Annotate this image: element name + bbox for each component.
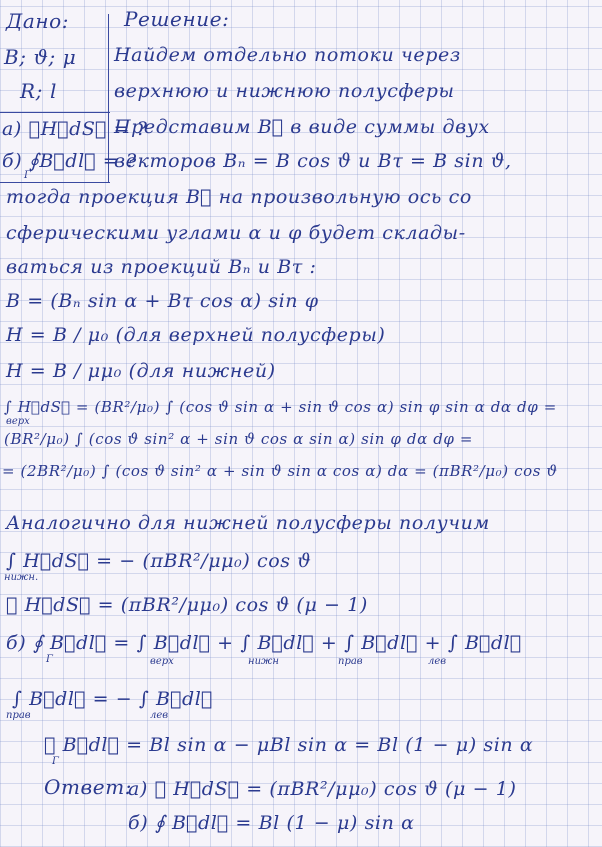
given-divider [0,112,110,113]
solution-integral-2: (BR²/μ₀) ∫ (cos ϑ sin² α + sin ϑ cos α sin α) sin φ dα dφ = [4,430,474,448]
solution-line-4: векторов Bₙ = B cos ϑ и Bτ = B sin ϑ, [114,150,512,172]
solution-line-analog: Аналогично для нижней полусферы получим [6,512,490,534]
solution-header: Решение: [124,7,230,31]
answer-a: a) ∮ H⃗dS⃗ = (πBR²/μμ₀) cos ϑ (μ − 1) [128,778,517,800]
solution-line-7: ваться из проекций Bₙ и Bτ : [6,256,317,278]
sub-lev-1: лев [428,656,447,667]
solution-line-6: сферическими углами α и φ будет склады- [6,222,466,244]
sub-prav-2: прав [6,710,31,721]
solution-total-flux: ∮ H⃗dS⃗ = (πBR²/μμ₀) cos ϑ (μ − 1) [6,594,368,616]
sub-verkh-2: верх [150,656,174,667]
given-line-2: R; l [20,79,57,103]
solution-integral-1: ∫ H⃗dS⃗ = (BR²/μ₀) ∫ (cos ϑ sin α + sin ϑ cos α) sin φ sin α dα dφ = [4,398,557,416]
answer-label: Ответ: [44,775,133,799]
solution-circulation: б) ∮ B⃗dl⃗ = ∫ B⃗dl⃗ + ∫ B⃗dl⃗ + ∫ B⃗dl⃗ + ∫ B⃗dl⃗ [6,632,522,654]
solution-line-3: Представим B⃗ в виде суммы двух [114,116,490,138]
solution-line-9: H = B / μ₀ (для верхней полусферы) [6,324,386,346]
solution-line-10: H = B / μμ₀ (для нижней) [6,360,276,382]
sub-nizh-1: нижн. [4,572,39,583]
solution-lower-flux: ∫ H⃗dS⃗ = − (πBR²/μμ₀) cos ϑ [6,550,312,572]
solution-circulation-result: ∮ B⃗dl⃗ = Bl sin α − μBl sin α = Bl (1 − μ) sin α [44,734,534,756]
solution-line-8: B = (Bₙ sin α + Bτ cos α) sin φ [6,290,319,312]
given-line-1: B; ϑ; μ [4,45,77,69]
given-header: Дано: [6,9,70,33]
sub-prav-1: прав [338,656,363,667]
sub-nizh-2: нижн [248,656,279,667]
solution-integral-3: = (2BR²/μ₀) ∫ (cos ϑ sin² α + sin ϑ sin α cos α) dα = (πBR²/μ₀) cos ϑ [2,462,558,480]
given-question-b: б) ∮B⃗dl⃗ = ? [2,150,137,172]
solution-line-1: Найдем отдельно потоки через [114,44,461,66]
given-question-b-sub: Γ [24,170,31,181]
sub-verkh-1: верх [6,416,30,427]
sub-lev-2: лев [150,710,169,721]
sub-gamma-1: Γ [46,654,53,665]
solution-line-5: тогда проекция B⃗ на произвольную ось со [6,186,472,208]
solution-line-2: верхнюю и нижнюю полусферы [114,80,455,102]
sub-gamma-2: Γ [52,756,59,767]
solution-right-left: ∫ B⃗dl⃗ = − ∫ B⃗dl⃗ [12,688,213,710]
given-bottom-border [0,182,110,183]
answer-b: б) ∮ B⃗dl⃗ = Bl (1 − μ) sin α [128,812,415,834]
given-question-a: a) ∮H⃗dS⃗ = ? [2,118,148,140]
